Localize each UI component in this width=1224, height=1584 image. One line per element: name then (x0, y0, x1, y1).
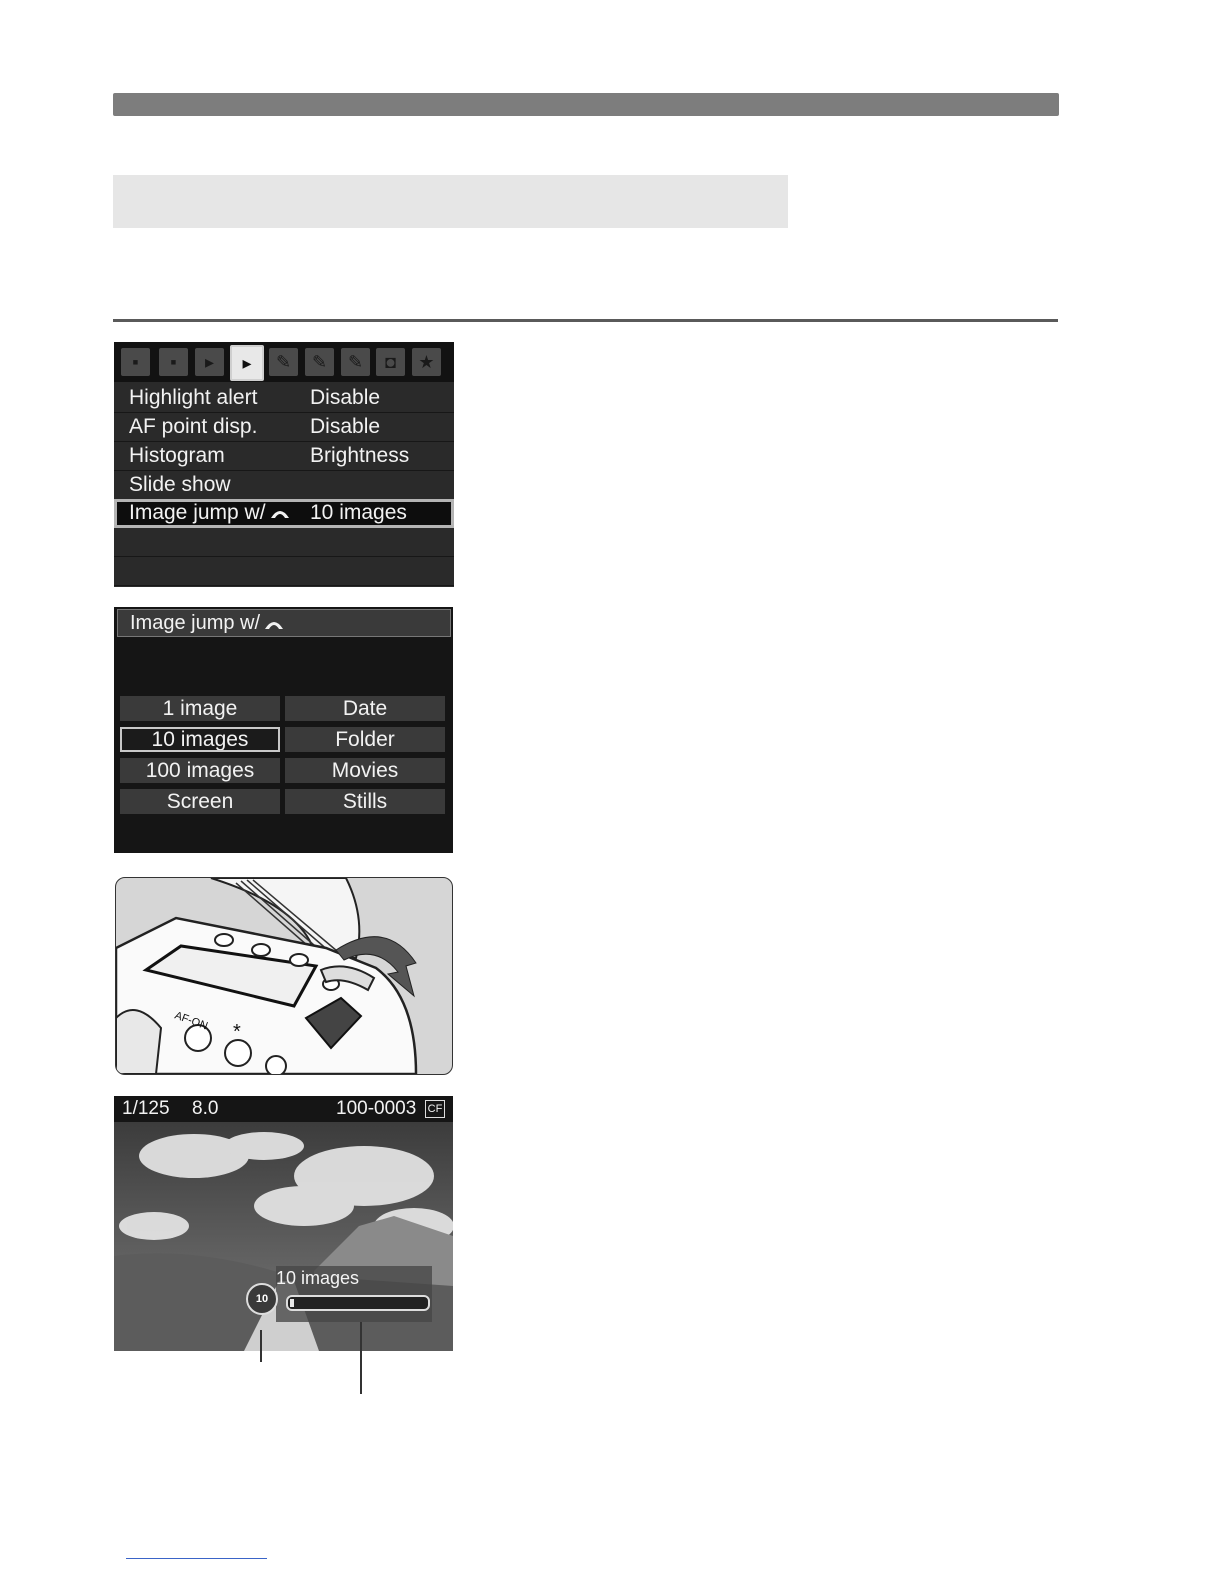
callout-line-image-position (360, 1322, 362, 1394)
camera-body-drawing (116, 878, 452, 1074)
shutter-speed: 1/125 (122, 1098, 170, 1119)
setup-menu-2-icon[interactable]: ✎ (305, 348, 334, 376)
option-movies[interactable]: Movies (285, 758, 445, 783)
option-100-images[interactable]: 100 images (120, 758, 280, 783)
playback-menu-screen (114, 342, 454, 587)
menu-item-histogram[interactable] (114, 442, 454, 471)
cf-card-icon: CF (425, 1100, 445, 1118)
menu-tab-bar (114, 342, 454, 382)
image-position-fill (290, 1299, 294, 1307)
menu-item-af-point-disp[interactable] (114, 413, 454, 442)
menu-item-value: Disable (310, 386, 381, 409)
menu-item-value: Brightness (310, 444, 410, 467)
option-1-image[interactable]: 1 image (120, 696, 280, 721)
option-stills[interactable]: Stills (285, 789, 445, 814)
image-position-bar (286, 1295, 430, 1311)
setup-menu-3-icon[interactable]: ✎ (341, 348, 370, 376)
playback-menu-1-icon[interactable]: ▸ (195, 348, 224, 376)
main-dial-icon (269, 507, 291, 519)
camera-dial-illustration (115, 877, 453, 1075)
menu-item-label: Slide show (129, 473, 231, 496)
image-jump-title: Image jump w/ (117, 609, 451, 637)
callout-line-jump-method (260, 1330, 262, 1362)
section-title-bar (113, 175, 788, 228)
menu-item-label: AF point disp. (129, 415, 258, 438)
jump-method-icon: 10 (246, 1283, 278, 1315)
menu-item-highlight-alert[interactable] (114, 384, 454, 413)
playback-view-screen (114, 1096, 453, 1351)
menu-item-value: 10 images (310, 501, 407, 524)
star-label: * (233, 1021, 241, 1043)
menu-item-empty (114, 557, 454, 586)
option-screen[interactable]: Screen (120, 789, 280, 814)
playback-info-bar (114, 1096, 453, 1122)
my-menu-star-icon[interactable]: ★ (412, 348, 441, 376)
jump-method-label: 10 images (276, 1268, 360, 1288)
aperture-value: 8.0 (192, 1098, 219, 1119)
option-10-images[interactable]: 10 images (120, 727, 280, 752)
option-folder[interactable]: Folder (285, 727, 445, 752)
menu-item-image-jump[interactable] (114, 499, 454, 528)
playback-menu-2-icon[interactable]: ▸ (230, 345, 264, 381)
af-on-label: AF-ON (172, 1009, 210, 1033)
image-jump-screen (114, 607, 453, 853)
shooting-menu-1-icon[interactable]: ▪ (121, 348, 150, 376)
menu-item-value: Disable (310, 415, 381, 438)
menu-item-empty (114, 528, 454, 557)
footer-link-underline (126, 1558, 267, 1559)
shooting-menu-2-icon[interactable]: ▪ (159, 348, 188, 376)
menu-item-label: Histogram (129, 444, 225, 467)
header-bar (113, 93, 1059, 116)
custom-functions-icon[interactable]: ◘ (376, 348, 405, 376)
menu-item-label: Highlight alert (129, 386, 258, 409)
menu-item-label: Image jump w/ (129, 499, 291, 527)
main-dial-icon (263, 618, 285, 630)
option-date[interactable]: Date (285, 696, 445, 721)
setup-menu-1-icon[interactable]: ✎ (269, 348, 298, 376)
menu-item-slide-show[interactable] (114, 471, 454, 500)
file-number: 100-0003 (336, 1098, 417, 1119)
section-divider (113, 319, 1058, 322)
